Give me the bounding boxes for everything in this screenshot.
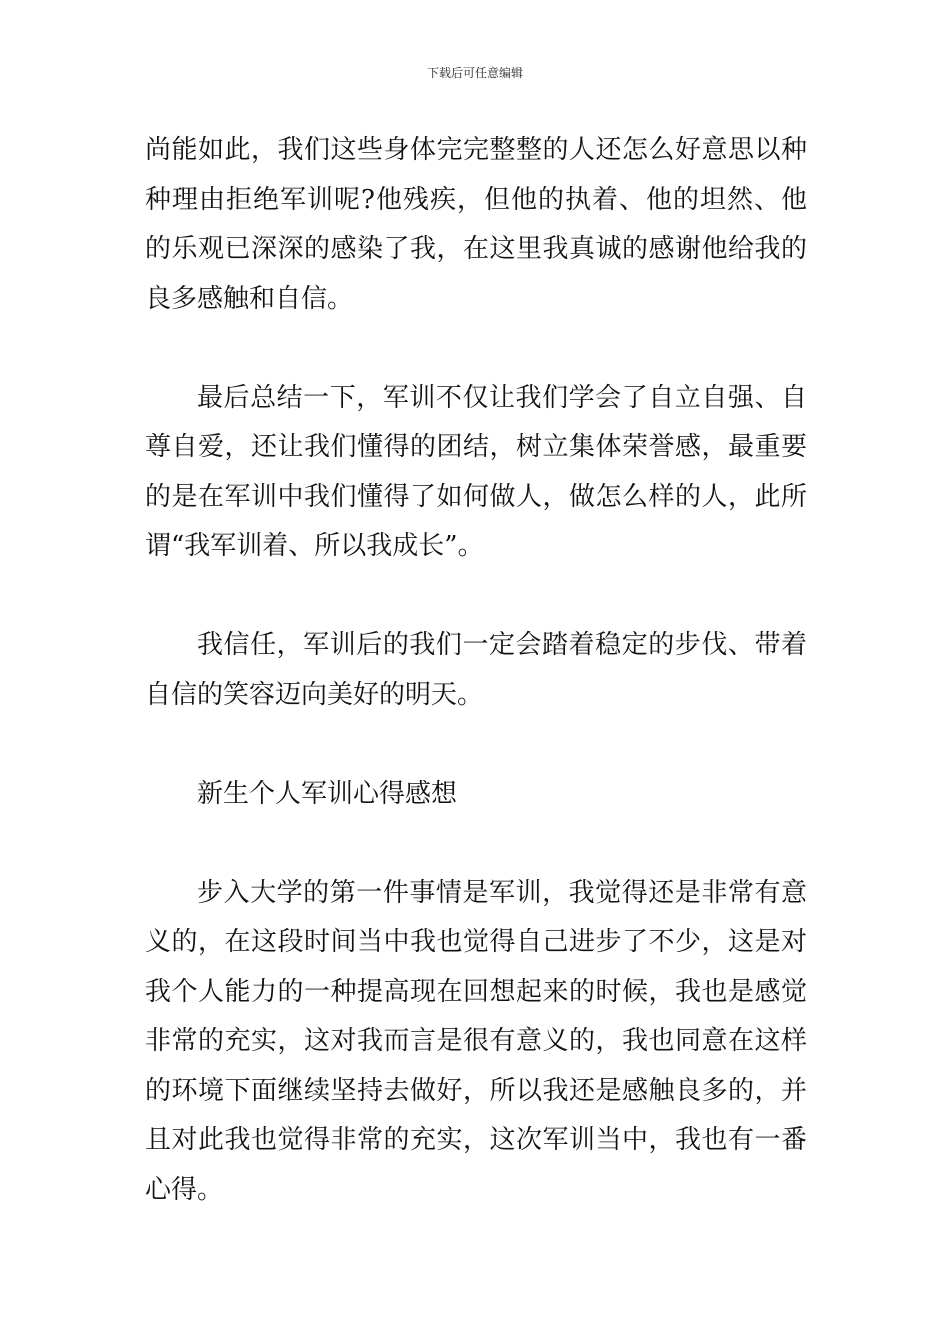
page-header-note: 下载后可任意编辑 [426,66,523,80]
paragraph-intro: 步入大学的第一件事情是军训，我觉得还是非常有意义的，在这段时间当中我也觉得自己进步了不少，这是对我个人能力的一种提高现在回想起来的时候，我也是感觉非常的充实，这对我而言是很有意义的，我也同意在这样的环境下面继续坚持去做好，所以我还是感触良多的，并且对此我也觉得非常的充实，这次军训当中，我也有一番心得。 [145,877,807,1205]
paragraph-spacer [145,324,807,374]
paragraph-spacer [145,819,807,869]
paragraph-continuation: 尚能如此，我们这些身体完完整整的人还怎么好意思以种种理由拒绝军训呢?他残疾，但他的执着、他的坦然、他的乐观已深深的感染了我，在这里我真诚的感谢他给我的良多感触和自信。 [145,135,807,314]
paragraph-summary: 最后总结一下，军训不仅让我们学会了自立自强、自尊自爱，还让我们懂得的团结，树立集体荣誉感，最重要的是在军训中我们懂得了如何做人，做怎么样的人，此所谓“我军训着、所以我成长”。 [145,382,807,561]
paragraph-spacer [145,720,807,770]
paragraph-spacer [145,572,807,622]
section-title: 新生个人军训心得感想 [197,778,458,809]
document-body [145,126,807,1215]
paragraph-belief: 我信任，军训后的我们一定会踏着稳定的步伐、带着自信的笑容迈向美好的明天。 [145,630,807,710]
